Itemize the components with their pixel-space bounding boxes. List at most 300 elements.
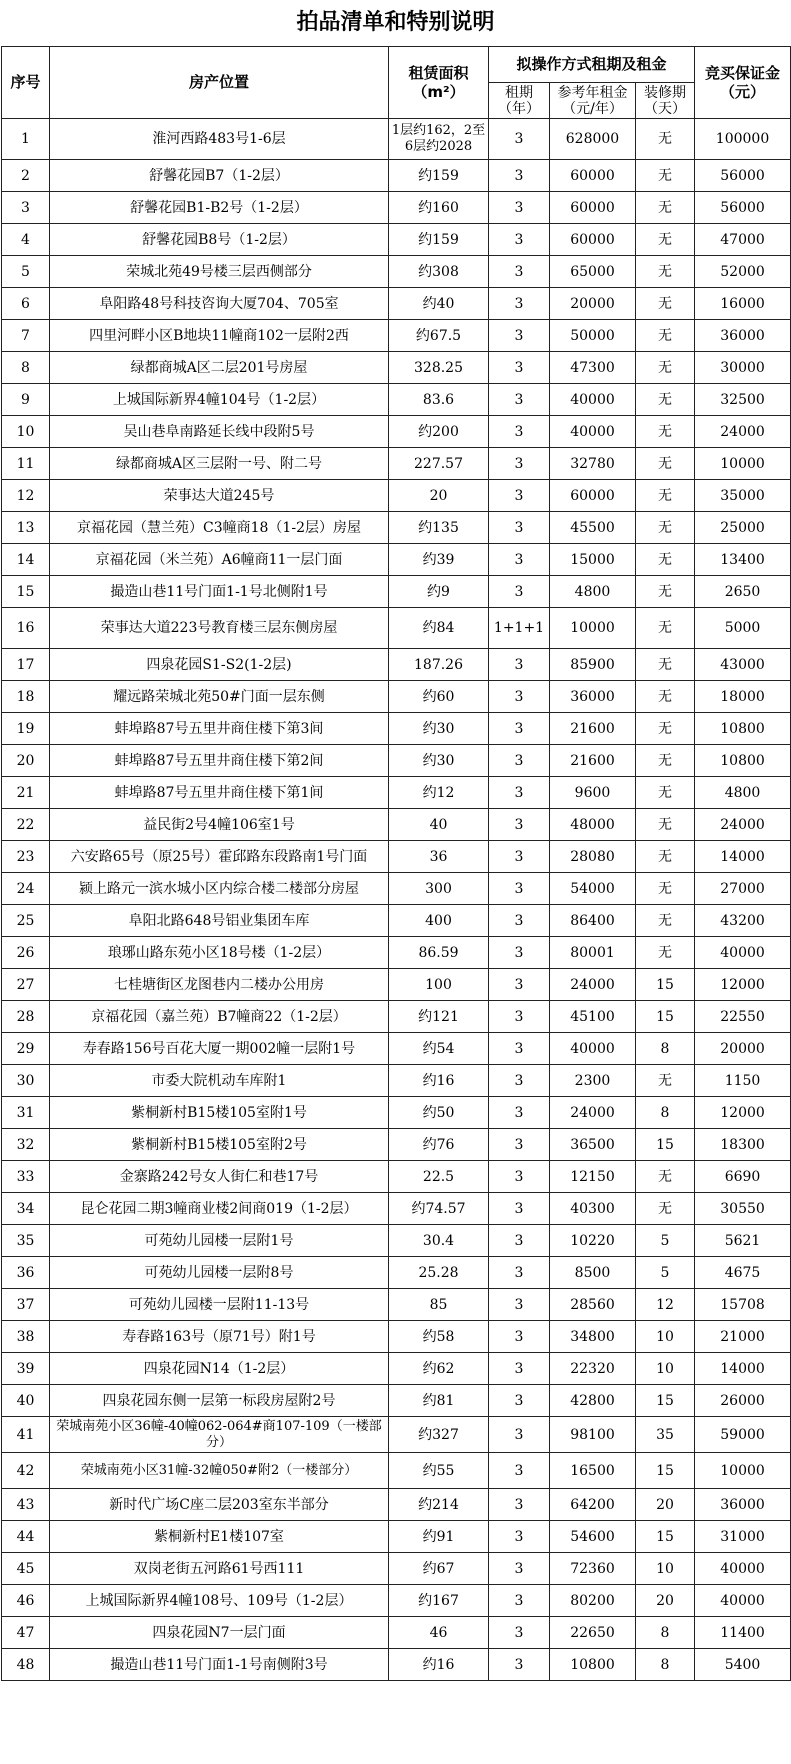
cell-rent: 54600 bbox=[550, 1521, 636, 1553]
table-row bbox=[2, 809, 791, 841]
cell-rent: 2300 bbox=[550, 1065, 636, 1097]
cell-location: 可苑幼儿园楼一层附1号 bbox=[50, 1225, 389, 1257]
cell-term: 3 bbox=[489, 873, 550, 905]
cell-seq: 1 bbox=[2, 119, 50, 160]
cell-area: 328.25 bbox=[389, 352, 489, 384]
cell-area: 1层约162，2至6层约2028 bbox=[389, 119, 489, 160]
cell-location: 耀远路荣城北苑50#门面一层东侧 bbox=[50, 681, 389, 713]
cell-location: 京福花园（慧兰苑）C3幢商18（1-2层）房屋 bbox=[50, 512, 389, 544]
cell-area: 约9 bbox=[389, 576, 489, 608]
cell-renovation: 无 bbox=[636, 873, 695, 905]
cell-rent: 54000 bbox=[550, 873, 636, 905]
cell-rent: 32780 bbox=[550, 448, 636, 480]
cell-area: 约16 bbox=[389, 1065, 489, 1097]
cell-location: 四泉花园N14（1-2层） bbox=[50, 1353, 389, 1385]
cell-area: 约12 bbox=[389, 777, 489, 809]
cell-seq: 47 bbox=[2, 1617, 50, 1649]
cell-renovation: 无 bbox=[636, 681, 695, 713]
cell-seq: 48 bbox=[2, 1649, 50, 1681]
cell-deposit: 52000 bbox=[695, 256, 791, 288]
cell-rent: 45100 bbox=[550, 1001, 636, 1033]
cell-seq: 33 bbox=[2, 1161, 50, 1193]
cell-location: 新时代广场C座二层203室东半部分 bbox=[50, 1489, 389, 1521]
cell-seq: 32 bbox=[2, 1129, 50, 1161]
cell-deposit: 32500 bbox=[695, 384, 791, 416]
cell-rent: 86400 bbox=[550, 905, 636, 937]
cell-renovation: 无 bbox=[636, 256, 695, 288]
cell-deposit: 59000 bbox=[695, 1417, 791, 1453]
cell-area: 约308 bbox=[389, 256, 489, 288]
cell-term: 3 bbox=[489, 512, 550, 544]
cell-renovation: 12 bbox=[636, 1289, 695, 1321]
cell-location: 可苑幼儿园楼一层附8号 bbox=[50, 1257, 389, 1289]
table-row bbox=[2, 119, 791, 160]
cell-term: 3 bbox=[489, 745, 550, 777]
cell-deposit: 40000 bbox=[695, 937, 791, 969]
cell-term: 3 bbox=[489, 1321, 550, 1353]
cell-location: 舒馨花园B7（1-2层） bbox=[50, 160, 389, 192]
cell-seq: 35 bbox=[2, 1225, 50, 1257]
cell-location: 寿春路156号百花大厦一期002幢一层附1号 bbox=[50, 1033, 389, 1065]
cell-term: 3 bbox=[489, 1129, 550, 1161]
cell-area: 约167 bbox=[389, 1585, 489, 1617]
cell-area: 约54 bbox=[389, 1033, 489, 1065]
cell-deposit: 12000 bbox=[695, 969, 791, 1001]
cell-location: 四泉花园S1-S2(1-2层) bbox=[50, 649, 389, 681]
cell-renovation: 15 bbox=[636, 1521, 695, 1553]
cell-rent: 36000 bbox=[550, 681, 636, 713]
cell-area: 约200 bbox=[389, 416, 489, 448]
cell-rent: 22320 bbox=[550, 1353, 636, 1385]
header-rent: 参考年租金（元/年） bbox=[550, 83, 636, 119]
cell-term: 3 bbox=[489, 1033, 550, 1065]
cell-seq: 23 bbox=[2, 841, 50, 873]
cell-area: 约81 bbox=[389, 1385, 489, 1417]
cell-rent: 12150 bbox=[550, 1161, 636, 1193]
table-row bbox=[2, 224, 791, 256]
cell-term: 3 bbox=[489, 809, 550, 841]
cell-location: 阜阳北路648号铝业集团车库 bbox=[50, 905, 389, 937]
cell-deposit: 10800 bbox=[695, 713, 791, 745]
cell-location: 双岗老街五河路61号西111 bbox=[50, 1553, 389, 1585]
cell-location: 昆仑花园二期3幢商业楼2间商019（1-2层） bbox=[50, 1193, 389, 1225]
cell-seq: 15 bbox=[2, 576, 50, 608]
header-location: 房产位置 bbox=[50, 47, 389, 119]
cell-area: 约74.57 bbox=[389, 1193, 489, 1225]
cell-location: 京福花园（米兰苑）A6幢商11一层门面 bbox=[50, 544, 389, 576]
cell-area: 20 bbox=[389, 480, 489, 512]
cell-deposit: 13400 bbox=[695, 544, 791, 576]
table-row bbox=[2, 1257, 791, 1289]
cell-term: 3 bbox=[489, 937, 550, 969]
cell-term: 3 bbox=[489, 1385, 550, 1417]
cell-seq: 38 bbox=[2, 1321, 50, 1353]
cell-deposit: 24000 bbox=[695, 809, 791, 841]
cell-seq: 18 bbox=[2, 681, 50, 713]
cell-location: 四泉花园东侧一层第一标段房屋附2号 bbox=[50, 1385, 389, 1417]
cell-term: 3 bbox=[489, 352, 550, 384]
cell-area: 83.6 bbox=[389, 384, 489, 416]
cell-rent: 4800 bbox=[550, 576, 636, 608]
cell-location: 琅琊山路东苑小区18号楼（1-2层） bbox=[50, 937, 389, 969]
cell-rent: 36500 bbox=[550, 1129, 636, 1161]
cell-renovation: 无 bbox=[636, 544, 695, 576]
cell-term: 3 bbox=[489, 1489, 550, 1521]
cell-seq: 8 bbox=[2, 352, 50, 384]
table-row bbox=[2, 1521, 791, 1553]
cell-term: 3 bbox=[489, 320, 550, 352]
cell-seq: 3 bbox=[2, 192, 50, 224]
cell-renovation: 无 bbox=[636, 1065, 695, 1097]
table-row bbox=[2, 160, 791, 192]
cell-area: 85 bbox=[389, 1289, 489, 1321]
table-row bbox=[2, 1161, 791, 1193]
table-row bbox=[2, 416, 791, 448]
cell-seq: 9 bbox=[2, 384, 50, 416]
cell-renovation: 5 bbox=[636, 1257, 695, 1289]
cell-deposit: 30000 bbox=[695, 352, 791, 384]
cell-location: 撮造山巷11号门面1-1号南侧附3号 bbox=[50, 1649, 389, 1681]
cell-area: 25.28 bbox=[389, 1257, 489, 1289]
cell-location: 寿春路163号（原71号）附1号 bbox=[50, 1321, 389, 1353]
cell-deposit: 30550 bbox=[695, 1193, 791, 1225]
cell-seq: 13 bbox=[2, 512, 50, 544]
cell-renovation: 15 bbox=[636, 1129, 695, 1161]
cell-area: 约159 bbox=[389, 224, 489, 256]
table-row bbox=[2, 480, 791, 512]
cell-deposit: 56000 bbox=[695, 160, 791, 192]
table-row bbox=[2, 1553, 791, 1585]
cell-seq: 46 bbox=[2, 1585, 50, 1617]
cell-deposit: 5400 bbox=[695, 1649, 791, 1681]
cell-deposit: 100000 bbox=[695, 119, 791, 160]
table-row bbox=[2, 544, 791, 576]
cell-area: 约121 bbox=[389, 1001, 489, 1033]
cell-rent: 80001 bbox=[550, 937, 636, 969]
cell-seq: 43 bbox=[2, 1489, 50, 1521]
cell-seq: 28 bbox=[2, 1001, 50, 1033]
cell-term: 3 bbox=[489, 576, 550, 608]
cell-rent: 628000 bbox=[550, 119, 636, 160]
cell-renovation: 无 bbox=[636, 777, 695, 809]
cell-renovation: 15 bbox=[636, 1453, 695, 1489]
cell-term: 3 bbox=[489, 841, 550, 873]
cell-rent: 24000 bbox=[550, 1097, 636, 1129]
cell-rent: 60000 bbox=[550, 192, 636, 224]
cell-area: 约40 bbox=[389, 288, 489, 320]
cell-deposit: 10000 bbox=[695, 448, 791, 480]
cell-renovation: 无 bbox=[636, 809, 695, 841]
table-row bbox=[2, 841, 791, 873]
cell-renovation: 无 bbox=[636, 384, 695, 416]
cell-area: 30.4 bbox=[389, 1225, 489, 1257]
cell-location: 市委大院机动车库附1 bbox=[50, 1065, 389, 1097]
cell-renovation: 无 bbox=[636, 937, 695, 969]
cell-rent: 64200 bbox=[550, 1489, 636, 1521]
cell-area: 46 bbox=[389, 1617, 489, 1649]
cell-deposit: 10800 bbox=[695, 745, 791, 777]
cell-area: 40 bbox=[389, 809, 489, 841]
cell-term: 3 bbox=[489, 1553, 550, 1585]
cell-deposit: 20000 bbox=[695, 1033, 791, 1065]
cell-renovation: 15 bbox=[636, 969, 695, 1001]
cell-deposit: 16000 bbox=[695, 288, 791, 320]
table-row bbox=[2, 352, 791, 384]
table-row bbox=[2, 288, 791, 320]
cell-rent: 10000 bbox=[550, 608, 636, 649]
cell-seq: 42 bbox=[2, 1453, 50, 1489]
cell-rent: 45500 bbox=[550, 512, 636, 544]
cell-deposit: 4675 bbox=[695, 1257, 791, 1289]
cell-seq: 14 bbox=[2, 544, 50, 576]
cell-renovation: 20 bbox=[636, 1489, 695, 1521]
table-row bbox=[2, 1193, 791, 1225]
cell-location: 四泉花园N7一层门面 bbox=[50, 1617, 389, 1649]
cell-seq: 41 bbox=[2, 1417, 50, 1453]
cell-seq: 24 bbox=[2, 873, 50, 905]
table-row bbox=[2, 448, 791, 480]
table-row bbox=[2, 873, 791, 905]
cell-rent: 60000 bbox=[550, 224, 636, 256]
cell-renovation: 无 bbox=[636, 224, 695, 256]
cell-deposit: 11400 bbox=[695, 1617, 791, 1649]
table-row bbox=[2, 1417, 791, 1453]
cell-location: 六安路65号（原25号）霍邱路东段路南1号门面 bbox=[50, 841, 389, 873]
cell-location: 舒馨花园B8号（1-2层） bbox=[50, 224, 389, 256]
table-row bbox=[2, 777, 791, 809]
cell-rent: 8500 bbox=[550, 1257, 636, 1289]
cell-deposit: 18000 bbox=[695, 681, 791, 713]
cell-term: 3 bbox=[489, 416, 550, 448]
table-row bbox=[2, 608, 791, 649]
cell-location: 吴山巷阜南路延长线中段附5号 bbox=[50, 416, 389, 448]
cell-location: 四里河畔小区B地块11幢商102一层附2西 bbox=[50, 320, 389, 352]
cell-deposit: 6690 bbox=[695, 1161, 791, 1193]
table-row bbox=[2, 937, 791, 969]
cell-deposit: 10000 bbox=[695, 1453, 791, 1489]
cell-rent: 60000 bbox=[550, 480, 636, 512]
table-row bbox=[2, 969, 791, 1001]
cell-term: 3 bbox=[489, 544, 550, 576]
cell-term: 1+1+1 bbox=[489, 608, 550, 649]
table-row bbox=[2, 745, 791, 777]
cell-seq: 26 bbox=[2, 937, 50, 969]
table-row bbox=[2, 681, 791, 713]
cell-seq: 45 bbox=[2, 1553, 50, 1585]
cell-renovation: 无 bbox=[636, 448, 695, 480]
cell-seq: 12 bbox=[2, 480, 50, 512]
cell-rent: 40000 bbox=[550, 1033, 636, 1065]
cell-rent: 9600 bbox=[550, 777, 636, 809]
table-row bbox=[2, 1649, 791, 1681]
cell-term: 3 bbox=[489, 1065, 550, 1097]
cell-renovation: 8 bbox=[636, 1097, 695, 1129]
cell-location: 荣城南苑小区31幢-32幢050#附2（一楼部分） bbox=[50, 1453, 389, 1489]
table-row bbox=[2, 1617, 791, 1649]
cell-area: 约30 bbox=[389, 713, 489, 745]
cell-term: 3 bbox=[489, 448, 550, 480]
cell-rent: 40300 bbox=[550, 1193, 636, 1225]
cell-rent: 28560 bbox=[550, 1289, 636, 1321]
cell-area: 约58 bbox=[389, 1321, 489, 1353]
cell-rent: 28080 bbox=[550, 841, 636, 873]
cell-term: 3 bbox=[489, 160, 550, 192]
table-row bbox=[2, 1321, 791, 1353]
cell-renovation: 15 bbox=[636, 1385, 695, 1417]
cell-area: 22.5 bbox=[389, 1161, 489, 1193]
cell-location: 上城国际新界4幢108号、109号（1-2层） bbox=[50, 1585, 389, 1617]
cell-rent: 21600 bbox=[550, 745, 636, 777]
cell-area: 约84 bbox=[389, 608, 489, 649]
cell-location: 荣事达大道245号 bbox=[50, 480, 389, 512]
table-row bbox=[2, 1225, 791, 1257]
cell-location: 蚌埠路87号五里井商住楼下第2间 bbox=[50, 745, 389, 777]
cell-seq: 21 bbox=[2, 777, 50, 809]
cell-seq: 36 bbox=[2, 1257, 50, 1289]
cell-deposit: 31000 bbox=[695, 1521, 791, 1553]
cell-renovation: 8 bbox=[636, 1033, 695, 1065]
cell-area: 约60 bbox=[389, 681, 489, 713]
cell-area: 约160 bbox=[389, 192, 489, 224]
cell-term: 3 bbox=[489, 1001, 550, 1033]
cell-area: 约67 bbox=[389, 1553, 489, 1585]
header-renovation: 装修期（天） bbox=[636, 83, 695, 119]
cell-area: 约30 bbox=[389, 745, 489, 777]
cell-seq: 37 bbox=[2, 1289, 50, 1321]
cell-term: 3 bbox=[489, 384, 550, 416]
table-row bbox=[2, 649, 791, 681]
cell-area: 约16 bbox=[389, 1649, 489, 1681]
cell-rent: 40000 bbox=[550, 384, 636, 416]
cell-renovation: 10 bbox=[636, 1353, 695, 1385]
cell-renovation: 无 bbox=[636, 608, 695, 649]
cell-term: 3 bbox=[489, 1225, 550, 1257]
cell-location: 可苑幼儿园楼一层附11-13号 bbox=[50, 1289, 389, 1321]
cell-term: 3 bbox=[489, 1585, 550, 1617]
cell-term: 3 bbox=[489, 119, 550, 160]
table-row bbox=[2, 320, 791, 352]
cell-seq: 29 bbox=[2, 1033, 50, 1065]
cell-term: 3 bbox=[489, 1353, 550, 1385]
cell-area: 187.26 bbox=[389, 649, 489, 681]
cell-term: 3 bbox=[489, 256, 550, 288]
page-title: 拍品清单和特别说明 bbox=[296, 10, 495, 35]
cell-seq: 31 bbox=[2, 1097, 50, 1129]
cell-term: 3 bbox=[489, 1289, 550, 1321]
cell-term: 3 bbox=[489, 905, 550, 937]
header-deposit: 竞买保证金（元） bbox=[695, 47, 791, 119]
cell-deposit: 5621 bbox=[695, 1225, 791, 1257]
table-row bbox=[2, 1129, 791, 1161]
cell-rent: 48000 bbox=[550, 809, 636, 841]
cell-deposit: 12000 bbox=[695, 1097, 791, 1129]
cell-location: 紫桐新村E1楼107室 bbox=[50, 1521, 389, 1553]
cell-seq: 10 bbox=[2, 416, 50, 448]
cell-deposit: 5000 bbox=[695, 608, 791, 649]
cell-seq: 19 bbox=[2, 713, 50, 745]
header-area: 租赁面积（m²） bbox=[389, 47, 489, 119]
table-row bbox=[2, 576, 791, 608]
cell-term: 3 bbox=[489, 1649, 550, 1681]
cell-deposit: 40000 bbox=[695, 1553, 791, 1585]
cell-deposit: 43000 bbox=[695, 649, 791, 681]
cell-rent: 50000 bbox=[550, 320, 636, 352]
cell-seq: 44 bbox=[2, 1521, 50, 1553]
header-seq: 序号 bbox=[2, 47, 50, 119]
cell-seq: 4 bbox=[2, 224, 50, 256]
cell-renovation: 无 bbox=[636, 416, 695, 448]
cell-area: 约76 bbox=[389, 1129, 489, 1161]
cell-deposit: 27000 bbox=[695, 873, 791, 905]
cell-rent: 42800 bbox=[550, 1385, 636, 1417]
cell-term: 3 bbox=[489, 480, 550, 512]
cell-location: 荣事达大道223号教育楼三层东侧房屋 bbox=[50, 608, 389, 649]
cell-rent: 72360 bbox=[550, 1553, 636, 1585]
cell-rent: 10220 bbox=[550, 1225, 636, 1257]
header-group: 拟操作方式租期及租金 bbox=[489, 47, 695, 83]
table-row bbox=[2, 384, 791, 416]
cell-deposit: 15708 bbox=[695, 1289, 791, 1321]
cell-rent: 21600 bbox=[550, 713, 636, 745]
cell-term: 3 bbox=[489, 777, 550, 809]
cell-deposit: 18300 bbox=[695, 1129, 791, 1161]
cell-location: 荣城南苑小区36幢-40幢062-064#商107-109（一楼部分） bbox=[50, 1417, 389, 1453]
cell-area: 约159 bbox=[389, 160, 489, 192]
table-row bbox=[2, 1353, 791, 1385]
cell-area: 约39 bbox=[389, 544, 489, 576]
cell-location: 淮河西路483号1-6层 bbox=[50, 119, 389, 160]
cell-seq: 6 bbox=[2, 288, 50, 320]
cell-renovation: 无 bbox=[636, 480, 695, 512]
cell-seq: 25 bbox=[2, 905, 50, 937]
cell-term: 3 bbox=[489, 969, 550, 1001]
cell-rent: 85900 bbox=[550, 649, 636, 681]
table-row bbox=[2, 1585, 791, 1617]
cell-area: 约327 bbox=[389, 1417, 489, 1453]
cell-renovation: 15 bbox=[636, 1001, 695, 1033]
cell-deposit: 1150 bbox=[695, 1065, 791, 1097]
cell-term: 3 bbox=[489, 1161, 550, 1193]
cell-deposit: 36000 bbox=[695, 1489, 791, 1521]
cell-location: 阜阳路48号科技咨询大厦704、705室 bbox=[50, 288, 389, 320]
cell-rent: 22650 bbox=[550, 1617, 636, 1649]
cell-deposit: 35000 bbox=[695, 480, 791, 512]
cell-rent: 16500 bbox=[550, 1453, 636, 1489]
cell-renovation: 无 bbox=[636, 576, 695, 608]
cell-location: 撮造山巷11号门面1-1号北侧附1号 bbox=[50, 576, 389, 608]
cell-rent: 65000 bbox=[550, 256, 636, 288]
cell-renovation: 无 bbox=[636, 713, 695, 745]
cell-deposit: 14000 bbox=[695, 1353, 791, 1385]
cell-area: 约135 bbox=[389, 512, 489, 544]
cell-deposit: 26000 bbox=[695, 1385, 791, 1417]
cell-rent: 10800 bbox=[550, 1649, 636, 1681]
cell-seq: 5 bbox=[2, 256, 50, 288]
cell-deposit: 4800 bbox=[695, 777, 791, 809]
table-row bbox=[2, 1453, 791, 1489]
cell-term: 3 bbox=[489, 1417, 550, 1453]
cell-seq: 20 bbox=[2, 745, 50, 777]
cell-deposit: 56000 bbox=[695, 192, 791, 224]
cell-deposit: 24000 bbox=[695, 416, 791, 448]
cell-renovation: 无 bbox=[636, 649, 695, 681]
table-row bbox=[2, 713, 791, 745]
cell-rent: 40000 bbox=[550, 416, 636, 448]
table-row bbox=[2, 1385, 791, 1417]
cell-location: 颍上路元一滨水城小区内综合楼二楼部分房屋 bbox=[50, 873, 389, 905]
cell-term: 3 bbox=[489, 713, 550, 745]
cell-location: 金寨路242号女人街仁和巷17号 bbox=[50, 1161, 389, 1193]
